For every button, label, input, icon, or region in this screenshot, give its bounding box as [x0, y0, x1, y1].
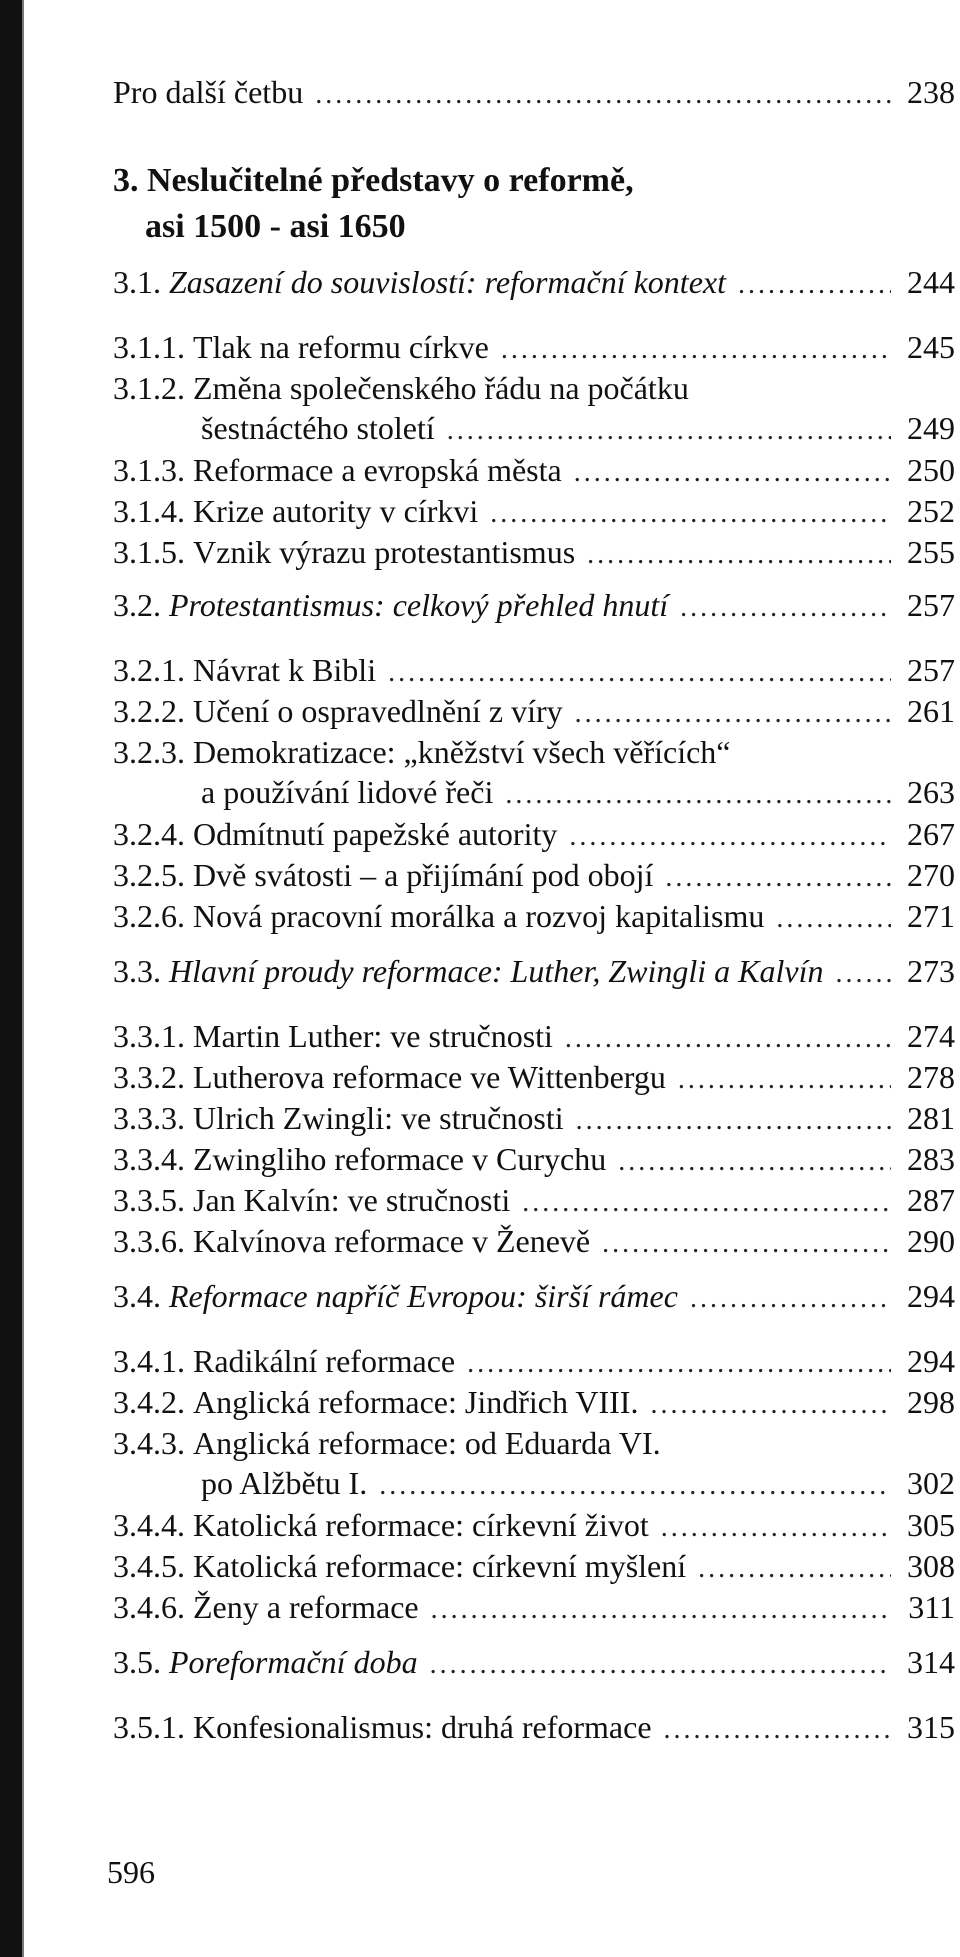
leader-dots: [835, 954, 891, 994]
toc-section-number: 3.1.1.: [113, 329, 185, 365]
toc-page-number: 298: [907, 1384, 955, 1420]
toc-entry-label: Hlavní proudy reformace: Luther, Zwingli a Kalvín: [169, 953, 824, 989]
toc-entry: [113, 1382, 955, 1425]
book-spine-edge: [22, 0, 24, 1957]
leader-dots: [618, 1142, 891, 1182]
toc-entry-label: Učení o ospravedlnění z víry: [193, 693, 563, 729]
toc-section-number: 3.3.5.: [113, 1182, 185, 1218]
toc-entry-label: Katolická reformace: církevní myšlení: [193, 1548, 687, 1584]
leader-dots: [379, 1466, 891, 1506]
toc-page-number: 305: [907, 1507, 955, 1543]
toc-entry: [113, 1098, 955, 1141]
toc-section-number: 3.4.4.: [113, 1507, 185, 1543]
toc-entry: [113, 1423, 955, 1506]
toc-page-number: 245: [907, 329, 955, 365]
toc-page-number: 273: [907, 953, 955, 989]
toc-entry: [113, 1642, 955, 1685]
toc-page-number: 252: [907, 493, 955, 529]
toc-entry-label: Reformace a evropská města: [193, 452, 562, 488]
toc-section-number: 3.1.: [113, 264, 161, 300]
leader-dots: [501, 330, 891, 370]
book-spine-shadow: [0, 0, 22, 1957]
leader-dots: [587, 535, 891, 575]
toc-entry: [113, 450, 955, 493]
toc-section-number: 3.4.6.: [113, 1589, 185, 1625]
toc-entry: [113, 1180, 955, 1223]
toc-page-number: 257: [907, 652, 955, 688]
toc-page-number: 274: [907, 1018, 955, 1054]
leader-dots: [664, 1710, 891, 1750]
toc-entry: [113, 1546, 955, 1589]
toc-section-number: 3.3.3.: [113, 1100, 185, 1136]
leader-dots: [569, 817, 891, 857]
toc-section-number: 3.4.1.: [113, 1343, 185, 1379]
toc-entry-label-continued: a používání lidové řeči: [201, 774, 494, 810]
leader-dots: [447, 411, 891, 451]
toc-entry: [113, 855, 955, 898]
toc-page-number: 314: [907, 1644, 955, 1680]
toc-entry-label: Katolická reformace: církevní život: [193, 1507, 649, 1543]
toc-page-number: 255: [907, 534, 955, 570]
toc-section-number: 3.2.5.: [113, 857, 185, 893]
toc-page-number: 308: [907, 1548, 955, 1584]
toc-page-number: 311: [908, 1589, 955, 1625]
toc-entry-further-reading: [113, 72, 955, 115]
toc-section-number: 3.3.2.: [113, 1059, 185, 1095]
leader-dots: [698, 1549, 891, 1589]
toc-entry: [113, 814, 955, 857]
toc-page-number: 283: [907, 1141, 955, 1177]
toc-section-number: 3.2.4.: [113, 816, 185, 852]
toc-entry-label: Anglická reformace: Jindřich VIII.: [193, 1384, 639, 1420]
chapter-title-line2: asi 1500 - asi 1650: [145, 208, 406, 245]
leader-dots: [575, 694, 891, 734]
toc-entry-label-continued: po Alžbětu I.: [201, 1465, 368, 1501]
leader-dots: [661, 1508, 891, 1548]
toc-section-number: 3.2.6.: [113, 898, 185, 934]
toc-section-number: 3.4.: [113, 1278, 161, 1314]
toc-section-number: 3.3.: [113, 953, 161, 989]
leader-dots: [690, 1279, 891, 1319]
toc-entry-label: Ulrich Zwingli: ve stručnosti: [193, 1100, 564, 1136]
leader-dots: [650, 1385, 891, 1425]
toc-entry: [113, 1707, 955, 1750]
leader-dots: [565, 1019, 891, 1059]
leader-dots: [665, 858, 891, 898]
toc-entry: [113, 1505, 955, 1548]
toc-entry-label: Lutherova reformace ve Wittenbergu: [193, 1059, 666, 1095]
toc-entry-label: Protestantismus: celkový přehled hnutí: [169, 587, 669, 623]
toc-entry: [113, 951, 955, 994]
toc-section-number: 3.3.4.: [113, 1141, 185, 1177]
leader-dots: [576, 1101, 891, 1141]
toc-section-number: 3.4.3.: [113, 1425, 185, 1461]
leader-dots: [680, 588, 891, 628]
toc-entry-label: Reformace napříč Evropou: širší rámec: [169, 1278, 678, 1314]
toc-entry: [113, 732, 955, 815]
toc-entry-label: Odmítnutí papežské autority: [193, 816, 558, 852]
leader-dots: [738, 265, 891, 305]
toc-section-number: 3.2.1.: [113, 652, 185, 688]
page-number: 596: [107, 1854, 155, 1890]
toc-entry: [113, 1139, 955, 1182]
toc-entry-label: Anglická reformace: od Eduarda VI.: [193, 1425, 661, 1461]
toc-page-number: 290: [907, 1223, 955, 1259]
toc-entry: [113, 1276, 955, 1319]
leader-dots: [776, 899, 891, 939]
leader-dots: [678, 1060, 891, 1100]
toc-entry-label: Dvě svátosti – a přijímání pod obojí: [193, 857, 654, 893]
toc-entry: [113, 896, 955, 939]
chapter-heading: [113, 158, 634, 250]
toc-page-number: 250: [907, 452, 955, 488]
toc-entry-label: Konfesionalismus: druhá reformace: [193, 1709, 652, 1745]
toc-entry-label: Ženy a reformace: [193, 1589, 419, 1625]
toc-entry-label: Poreformační doba: [169, 1644, 418, 1680]
toc-entry-label: Krize autority v církvi: [193, 493, 479, 529]
toc-entry: [113, 1341, 955, 1384]
leader-dots: [315, 75, 891, 115]
toc-entry-label: Martin Luther: ve stručnosti: [193, 1018, 553, 1054]
toc-page-number: 238: [907, 74, 955, 110]
toc-page-number: 302: [907, 1465, 955, 1501]
toc-page-number: 267: [907, 816, 955, 852]
toc-entry: [113, 1057, 955, 1100]
toc-page-number: 287: [907, 1182, 955, 1218]
toc-entry-label: Změna společenského řádu na počátku: [193, 370, 689, 406]
toc-entry-label: Vznik výrazu protestantismus: [193, 534, 576, 570]
toc-entry: [113, 491, 955, 534]
toc-entry: [113, 585, 955, 628]
toc-section-number: 3.4.5.: [113, 1548, 185, 1584]
toc-page-number: 294: [907, 1343, 955, 1379]
toc-entry-label: Pro další četbu: [113, 74, 304, 110]
toc-entry-label: Návrat k Bibli: [193, 652, 377, 688]
toc-entry: [113, 532, 955, 575]
toc-entry-label: Radikální reformace: [193, 1343, 456, 1379]
leader-dots: [602, 1224, 891, 1264]
toc-section-number: 3.3.6.: [113, 1223, 185, 1259]
toc-page-number: 281: [907, 1100, 955, 1136]
leader-dots: [467, 1344, 891, 1384]
toc-entry-label: Demokratizace: „kněžství všech věřících“: [193, 734, 731, 770]
leader-dots: [574, 453, 891, 493]
toc-page-number: 261: [907, 693, 955, 729]
leader-dots: [430, 1645, 891, 1685]
toc-entry-label: Zwingliho reformace v Curychu: [193, 1141, 607, 1177]
toc-section-number: 3.4.2.: [113, 1384, 185, 1420]
toc-section-number: 3.2.3.: [113, 734, 185, 770]
toc-page-number: 263: [907, 774, 955, 810]
toc-entry-label-continued: šestnáctého století: [201, 410, 435, 446]
toc-entry: [113, 262, 955, 305]
toc-entry-label: Jan Kalvín: ve stručnosti: [193, 1182, 511, 1218]
toc-entry-label: Tlak na reformu církve: [193, 329, 489, 365]
toc-entry: [113, 691, 955, 734]
toc-section-number: 3.5.: [113, 1644, 161, 1680]
toc-page-number: 249: [907, 410, 955, 446]
leader-dots: [522, 1183, 891, 1223]
toc-entry: [113, 1587, 955, 1630]
toc-entry-label: Nová pracovní morálka a rozvoj kapitalismu: [193, 898, 765, 934]
toc-section-number: 3.2.2.: [113, 693, 185, 729]
toc-page-number: 315: [907, 1709, 955, 1745]
toc-entry: [113, 368, 955, 451]
toc-page-number: 270: [907, 857, 955, 893]
toc-section-number: 3.3.1.: [113, 1018, 185, 1054]
toc-page-number: 257: [907, 587, 955, 623]
toc-entry: [113, 1221, 955, 1264]
toc-entry: [113, 650, 955, 693]
chapter-title-line1: 3. Neslučitelné představy o reformě,: [113, 162, 634, 199]
leader-dots: [505, 775, 891, 815]
leader-dots: [431, 1590, 891, 1630]
toc-entry-label: Kalvínova reformace v Ženevě: [193, 1223, 591, 1259]
leader-dots: [490, 494, 891, 534]
toc-page-number: 271: [907, 898, 955, 934]
toc-page-number: 294: [907, 1278, 955, 1314]
toc-entry: [113, 327, 955, 370]
leader-dots: [388, 653, 891, 693]
toc-section-number: 3.5.1.: [113, 1709, 185, 1745]
toc-section-number: 3.1.3.: [113, 452, 185, 488]
toc-page-number: 244: [907, 264, 955, 300]
toc-section-number: 3.1.2.: [113, 370, 185, 406]
toc-entry-label: Zasazení do souvislostí: reformační kontext: [169, 264, 726, 300]
toc-section-number: 3.2.: [113, 587, 161, 623]
toc-section-number: 3.1.5.: [113, 534, 185, 570]
toc-page-number: 278: [907, 1059, 955, 1095]
toc-section-number: 3.1.4.: [113, 493, 185, 529]
toc-entry: [113, 1016, 955, 1059]
